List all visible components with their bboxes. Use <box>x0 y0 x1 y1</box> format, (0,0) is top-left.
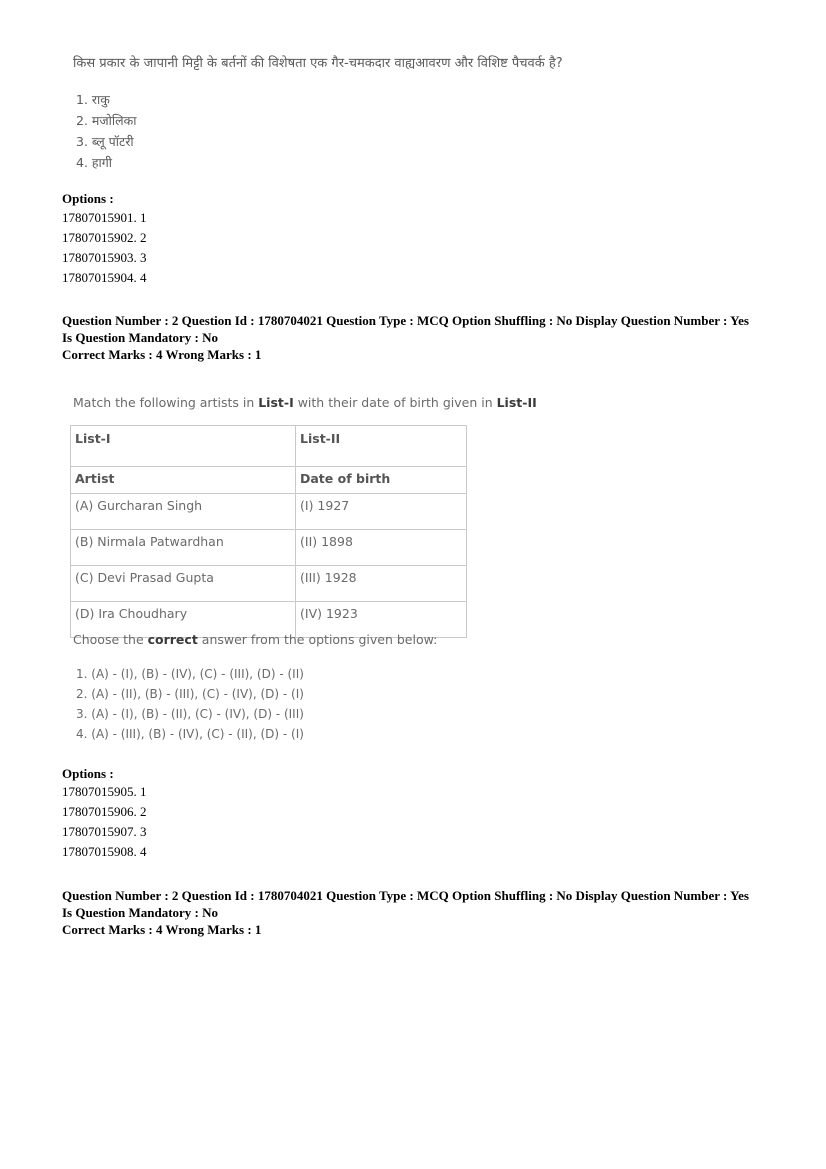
q1-choice-list <box>76 89 136 173</box>
option-item: 17807015901. 1 <box>62 210 147 225</box>
table-header-cell: Date of birth <box>296 467 467 494</box>
table-row <box>71 530 467 566</box>
option-item: 17807015906. 2 <box>62 804 147 819</box>
q2-choice: 1. (A) - (I), (B) - (IV), (C) - (III), (D) - (II) <box>76 667 304 681</box>
q1-choice: 4. हागी <box>76 155 113 170</box>
table-cell: (A) Gurcharan Singh <box>71 494 296 530</box>
table-header-cell: List-I <box>71 426 296 467</box>
match-table <box>70 425 467 638</box>
question-meta-line: Correct Marks : 4 Wrong Marks : 1 <box>62 922 262 937</box>
table-cell: (C) Devi Prasad Gupta <box>71 566 296 602</box>
options-list <box>62 208 147 288</box>
options-label: Options : <box>62 766 114 781</box>
table-cell: (III) 1928 <box>296 566 467 602</box>
question-meta-line: Question Number : 2 Question Id : 1780704021 Question Type : MCQ Option Shuffling : No Display Question Number : Yes <box>62 888 749 903</box>
question-meta-line: Is Question Mandatory : No <box>62 905 219 920</box>
option-item: 17807015904. 4 <box>62 270 147 285</box>
table-header-row <box>71 426 467 467</box>
q1-choice: 3. ब्लू पॉटरी <box>76 134 134 149</box>
table-row <box>71 494 467 530</box>
table-header-cell: Artist <box>71 467 296 494</box>
question-meta-line: Is Question Mandatory : No <box>62 330 219 345</box>
question-meta-line: Correct Marks : 4 Wrong Marks : 1 <box>62 347 262 362</box>
q1-question-text: किस प्रकार के जापानी मिट्टी के बर्तनों की विशेषता एक गैर-चमकदार वाह्यआवरण और विशिष्ट पैचवर्क है? <box>73 56 563 71</box>
q2-choice: 2. (A) - (II), (B) - (III), (C) - (IV), (D) - (I) <box>76 687 304 701</box>
q2-choice: 3. (A) - (I), (B) - (II), (C) - (IV), (D) - (III) <box>76 707 304 721</box>
table-cell: (IV) 1923 <box>296 602 467 638</box>
table-cell: (B) Nirmala Patwardhan <box>71 530 296 566</box>
option-item: 17807015907. 3 <box>62 824 147 839</box>
table-cell: (II) 1898 <box>296 530 467 566</box>
question-meta <box>62 312 749 363</box>
option-item: 17807015908. 4 <box>62 844 147 859</box>
q2-instruction: Match the following artists in List-I with their date of birth given in List-II <box>73 395 537 410</box>
q1-choice: 2. मजोलिका <box>76 113 137 128</box>
q1-choice: 1. राकु <box>76 92 110 107</box>
options-list <box>62 782 147 862</box>
option-item: 17807015902. 2 <box>62 230 147 245</box>
option-item: 17807015903. 3 <box>62 250 147 265</box>
table-header-row <box>71 467 467 494</box>
option-item: 17807015905. 1 <box>62 784 147 799</box>
table-header-cell: List-II <box>296 426 467 467</box>
q2-choice: 4. (A) - (III), (B) - (IV), (C) - (II), (D) - (I) <box>76 727 304 741</box>
q2-choice-list <box>76 664 304 744</box>
options-label: Options : <box>62 191 114 206</box>
q2-choose-instruction: Choose the correct answer from the options given below: <box>73 632 438 647</box>
question-meta-line: Question Number : 2 Question Id : 1780704021 Question Type : MCQ Option Shuffling : No Display Question Number : Yes <box>62 313 749 328</box>
question-meta <box>62 887 749 938</box>
table-cell: (I) 1927 <box>296 494 467 530</box>
table-cell: (D) Ira Choudhary <box>71 602 296 638</box>
table-row <box>71 566 467 602</box>
